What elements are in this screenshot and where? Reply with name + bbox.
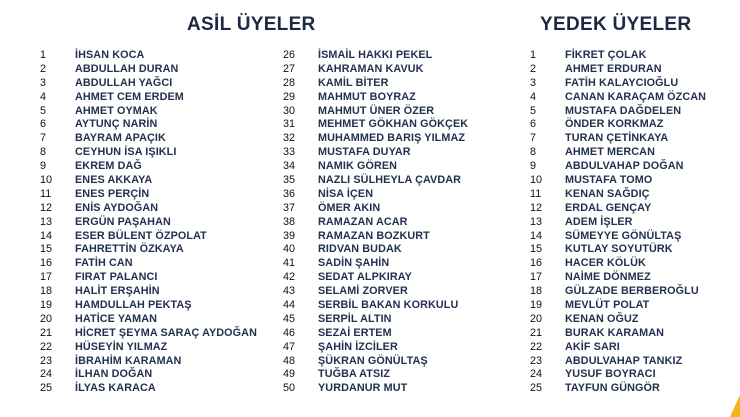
member-name: ÖNDER KORKMAZ (565, 118, 664, 131)
member-number: 6 (40, 118, 47, 131)
member-number: 2 (40, 62, 47, 75)
member-number: 9 (40, 160, 47, 173)
member-name: EKREM DAĞ (75, 160, 142, 173)
member-number: 21 (530, 326, 543, 339)
member-name: NAZLI SÜLHEYLA ÇAVDAR (318, 174, 462, 187)
main-members-heading: ASİL ÜYELER (187, 14, 316, 35)
member-number: 14 (40, 229, 53, 242)
reserve-members-heading: YEDEK ÜYELER (540, 14, 692, 35)
member-name: FİKRET ÇOLAK (565, 49, 647, 61)
member-number: 15 (530, 243, 543, 256)
member-number: 10 (40, 174, 53, 187)
member-number: 7 (530, 132, 537, 145)
member-name: ABDULVAHAP DOĞAN (565, 160, 684, 173)
member-number: 1 (40, 49, 47, 61)
member-name: HAMDULLAH PEKTAŞ (75, 299, 192, 312)
member-name: YURDANUR MUT (318, 382, 408, 395)
member-number: 48 (283, 354, 296, 367)
member-name: GÜLZADE BERBEROĞLU (565, 285, 699, 298)
member-name: HALİT ERŞAHİN (75, 285, 160, 298)
member-number: 41 (283, 257, 296, 270)
member-name: FAHRETTİN ÖZKAYA (75, 243, 184, 256)
member-number: 16 (40, 257, 53, 270)
member-number: 12 (40, 201, 53, 214)
member-number: 17 (40, 271, 53, 284)
member-name: TURAN ÇETİNKAYA (565, 132, 669, 145)
member-number: 27 (283, 62, 296, 75)
member-number: 49 (283, 368, 296, 381)
member-number: 7 (40, 132, 47, 145)
member-name: SELAMİ ZORVER (318, 285, 408, 298)
member-name: NAMIK GÖREN (318, 160, 398, 173)
member-number: 24 (40, 368, 53, 381)
member-name: AHMET CEM ERDEM (75, 90, 184, 103)
member-name: ABDULLAH DURAN (75, 62, 179, 75)
member-name: KUTLAY SOYUTÜRK (565, 243, 673, 256)
member-number: 25 (530, 382, 543, 395)
member-number: 4 (530, 90, 537, 103)
member-number: 20 (40, 312, 53, 325)
member-name: SÜMEYYE GÖNÜLTAŞ (565, 229, 682, 242)
member-number: 24 (530, 368, 543, 381)
member-number: 34 (283, 160, 296, 173)
member-name: MUSTAFA DAĞDELEN (565, 104, 682, 117)
member-number: 1 (530, 49, 537, 61)
member-number: 5 (40, 104, 47, 117)
member-name: RAMAZAN ACAR (318, 215, 408, 228)
member-name: AYTUNÇ NARİN (75, 118, 158, 131)
member-name: ŞÜKRAN GÖNÜLTAŞ (318, 354, 428, 367)
member-name: FATİH KALAYCIOĞLU (565, 76, 679, 89)
member-name: NAİME DÖNMEZ (565, 271, 651, 284)
member-name: HATİCE YAMAN (75, 312, 157, 325)
member-number: 23 (40, 354, 53, 367)
member-name: MUHAMMED BARIŞ YILMAZ (318, 132, 466, 145)
member-number: 45 (283, 312, 296, 325)
member-name: AHMET ERDURAN (565, 62, 662, 75)
member-name: İHSAN KOCA (75, 49, 145, 61)
member-number: 9 (530, 160, 537, 173)
member-name: AHMET OYMAK (75, 104, 158, 117)
member-number: 8 (530, 146, 537, 159)
member-name: FATİH CAN (75, 257, 133, 270)
member-number: 15 (40, 243, 53, 256)
member-name: ADEM İŞLER (565, 215, 633, 228)
member-number: 19 (40, 299, 53, 312)
member-name: MUSTAFA TOMO (565, 174, 653, 187)
member-name: MAHMUT BOYRAZ (318, 90, 416, 103)
member-name: BAYRAM APAÇIK (75, 132, 166, 145)
member-number: 2 (530, 62, 537, 75)
member-number: 35 (283, 174, 296, 187)
member-number: 33 (283, 146, 296, 159)
member-name: AKİF SARI (565, 340, 620, 353)
member-number: 11 (530, 187, 542, 200)
member-name: ERDAL GENÇAY (565, 201, 652, 214)
member-name: MEVLÜT POLAT (565, 299, 650, 312)
member-name: KENAN SAĞDIÇ (565, 187, 650, 200)
member-name: AHMET MERCAN (565, 146, 655, 159)
member-number: 20 (530, 312, 543, 325)
member-name: ENİS AYDOĞAN (75, 201, 159, 214)
member-name: SADİN ŞAHİN (318, 257, 390, 270)
member-name: KAHRAMAN KAVUK (318, 62, 424, 75)
member-name: YUSUF BOYRACI (565, 368, 656, 381)
member-number: 46 (283, 326, 296, 339)
member-number: 26 (283, 49, 296, 61)
member-number: 38 (283, 215, 296, 228)
member-name: İSMAİL HAKKI PEKEL (318, 49, 433, 61)
member-name: SEZAİ ERTEM (318, 326, 392, 339)
member-number: 47 (283, 340, 296, 353)
member-name: KENAN OĞUZ (565, 312, 639, 325)
member-number: 44 (283, 299, 296, 312)
member-name: RIDVAN BUDAK (318, 243, 402, 256)
member-name: MEHMET GÖKHAN GÖKÇEK (318, 118, 469, 131)
member-number: 39 (283, 229, 296, 242)
member-name: ESER BÜLENT ÖZPOLAT (75, 229, 207, 242)
member-name: BURAK KARAMAN (565, 326, 665, 339)
member-number: 5 (530, 104, 537, 117)
member-number: 21 (40, 326, 53, 339)
member-number: 14 (530, 229, 543, 242)
member-name: İLYAS KARACA (75, 382, 156, 395)
member-name: ÖMER AKIN (318, 201, 381, 214)
member-number: 19 (530, 299, 543, 312)
member-name: ŞAHİN İZCİLER (318, 340, 398, 353)
member-name: SERBİL BAKAN KORKULU (318, 299, 459, 312)
member-name: FIRAT PALANCI (75, 271, 158, 284)
member-name: NİSA İÇEN (318, 187, 374, 200)
yellow-corner-decoration (730, 395, 740, 417)
member-number: 8 (40, 146, 47, 159)
member-number: 50 (283, 382, 296, 395)
member-number: 11 (40, 187, 52, 200)
member-name: HİCRET ŞEYMA SARAÇ AYDOĞAN (75, 326, 257, 339)
member-name: ENES AKKAYA (75, 174, 153, 187)
member-number: 13 (40, 215, 53, 228)
member-name: RAMAZAN BOZKURT (318, 229, 430, 242)
member-number: 10 (530, 174, 543, 187)
member-name: ENES PERÇİN (75, 187, 150, 200)
member-name: İBRAHİM KARAMAN (75, 354, 182, 367)
member-name: İLHAN DOĞAN (75, 368, 153, 381)
member-name: TAYFUN GÜNGÖR (565, 382, 660, 395)
member-number: 28 (283, 76, 296, 89)
member-name: CANAN KARAÇAM ÖZCAN (565, 90, 707, 103)
member-number: 42 (283, 271, 296, 284)
member-number: 23 (530, 354, 543, 367)
member-name: SERPİL ALTIN (318, 312, 392, 325)
member-number: 29 (283, 90, 296, 103)
member-name: TUĞBA ATSIZ (318, 368, 391, 381)
member-number: 32 (283, 132, 296, 145)
member-number: 22 (530, 340, 543, 353)
member-number: 12 (530, 201, 543, 214)
member-number: 37 (283, 201, 296, 214)
member-name: ABDULLAH YAĞCI (75, 76, 173, 89)
member-number: 43 (283, 285, 296, 298)
member-number: 25 (40, 382, 53, 395)
member-number: 36 (283, 187, 296, 200)
member-number: 6 (530, 118, 537, 131)
member-name: MAHMUT ÜNER ÖZER (318, 104, 435, 117)
member-number: 18 (530, 285, 543, 298)
member-number: 13 (530, 215, 543, 228)
member-number: 40 (283, 243, 296, 256)
member-name: ERGÜN PAŞAHAN (75, 215, 171, 228)
member-number: 22 (40, 340, 53, 353)
member-name: HÜSEYİN YILMAZ (75, 340, 168, 353)
member-number: 4 (40, 90, 47, 103)
member-name: CEYHUN İSA IŞIKLI (75, 146, 177, 159)
member-number: 3 (530, 76, 537, 89)
member-number: 30 (283, 104, 296, 117)
member-name: HACER KÖLÜK (565, 257, 646, 270)
member-name: SEDAT ALPKIRAY (318, 271, 412, 284)
member-number: 18 (40, 285, 53, 298)
member-number: 31 (283, 118, 296, 131)
member-name: KAMİL BİTER (318, 76, 389, 89)
member-number: 3 (40, 76, 47, 89)
member-name: MUSTAFA DUYAR (318, 146, 411, 159)
member-number: 16 (530, 257, 543, 270)
member-number: 17 (530, 271, 543, 284)
member-name: ABDULVAHAP TANKIZ (565, 354, 683, 367)
